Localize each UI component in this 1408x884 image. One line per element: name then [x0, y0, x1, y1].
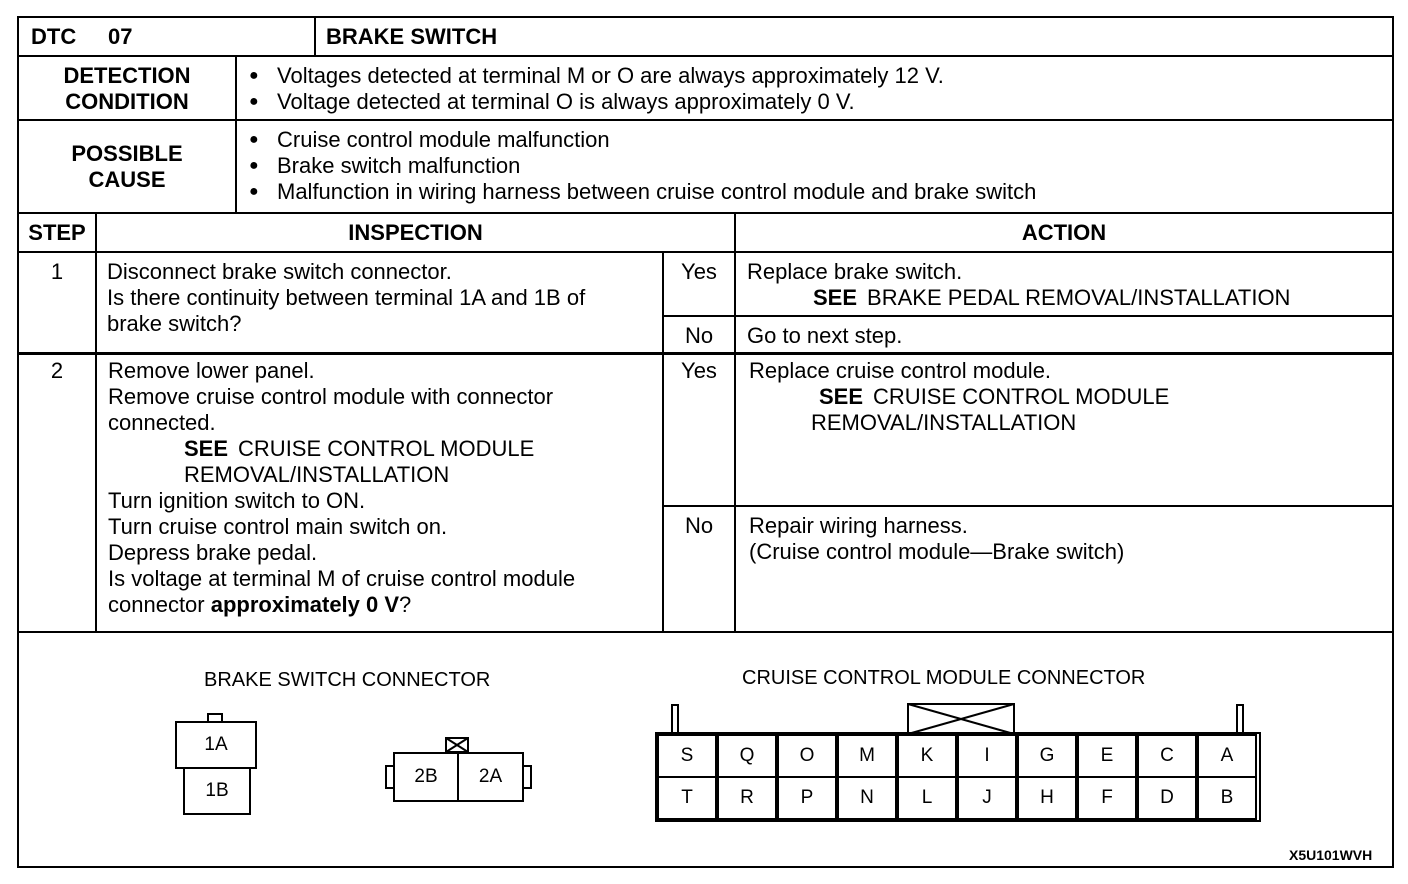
list-item: ● Malfunction in wiring harness between cruise control module and brake switch: [239, 179, 1036, 205]
pin-1b: 1B: [183, 767, 251, 815]
ccm-pin: B: [1197, 776, 1257, 820]
step-number: 1: [50, 259, 64, 284]
yes-label: Yes: [681, 358, 717, 383]
ccm-pin: O: [777, 734, 837, 778]
possible-cause-label: POSSIBLE CAUSE: [71, 141, 183, 192]
ccm-pin: J: [957, 776, 1017, 820]
step-column-header: STEP: [28, 220, 86, 245]
ccm-pin: Q: [717, 734, 777, 778]
dtc-number: 07: [108, 24, 133, 49]
ccm-pin: L: [897, 776, 957, 820]
ccm-pin: F: [1077, 776, 1137, 820]
ccm-pin: T: [657, 776, 717, 820]
yes-label: Yes: [681, 259, 717, 284]
pin-2a: 2A: [457, 752, 524, 802]
rule: [19, 119, 1392, 121]
step1-yes-action: Replace brake switch. SEE BRAKE PEDAL REMOVAL/INSTALLATION: [747, 259, 1291, 310]
list-item: ● Voltages detected at terminal M or O are always approximately 12 V.: [239, 63, 944, 89]
ccm-pin: E: [1077, 734, 1137, 778]
figure-code: X5U101WVH: [1289, 847, 1373, 863]
step1-no-action: Go to next step.: [747, 323, 903, 348]
rule: [19, 631, 1392, 633]
ccm-connector-caption: CRUISE CONTROL MODULE CONNECTOR: [742, 667, 1146, 689]
ccm-pin: G: [1017, 734, 1077, 778]
rule: [662, 251, 664, 631]
brake-switch-connector-caption: BRAKE SWITCH CONNECTOR: [204, 669, 491, 691]
connector-post: [1236, 704, 1244, 734]
rule: [19, 55, 1392, 57]
pin-2b: 2B: [393, 752, 459, 802]
connector-lock-icon: [907, 703, 1015, 735]
step2-yes-action: Replace cruise control module. SEE CRUISE CONTROL MODULE REMOVAL/INSTALLATION: [749, 358, 1170, 435]
step1-inspection: Disconnect brake switch connector. Is there continuity between terminal 1A and 1B of brake switch?: [107, 259, 586, 336]
page-title: BRAKE SWITCH: [326, 24, 498, 49]
step2-inspection: Remove lower panel. Remove cruise control module with connector connected. SEE CRUISE CONTROL MODULE REMOVAL/INSTALLATION Turn ignition switch to ON. Turn cruise control main switch on. Depress brake pedal. Is voltage at terminal M of cruise control module connector approximately 0 V?: [108, 358, 576, 617]
step2-no-action: Repair wiring harness. (Cruise control module—Brake switch): [749, 513, 1125, 564]
possible-cause-list: [239, 127, 1036, 205]
pin-1a: 1A: [175, 721, 257, 769]
ccm-pin: P: [777, 776, 837, 820]
dtc-label: DTC: [31, 24, 77, 49]
list-item: ● Voltage detected at terminal O is always approximately 0 V.: [239, 89, 944, 115]
rule: [662, 315, 1392, 317]
connector-latch-icon: [445, 737, 469, 753]
detection-label: DETECTION CONDITION: [63, 63, 191, 114]
no-label: No: [684, 323, 714, 348]
rule: [734, 212, 736, 631]
action-column-header: ACTION: [1021, 220, 1107, 245]
ccm-pin: D: [1137, 776, 1197, 820]
list-item: ● Cruise control module malfunction: [239, 127, 1036, 153]
rule: [314, 18, 316, 55]
no-label: No: [684, 513, 714, 538]
ccm-pin: S: [657, 734, 717, 778]
connector-post: [671, 704, 679, 734]
rule: [19, 251, 1392, 253]
rule: [95, 212, 97, 631]
ccm-pin: I: [957, 734, 1017, 778]
dtc-sheet: [17, 16, 1394, 868]
inspection-column-header: INSPECTION: [348, 220, 483, 245]
ccm-pin: K: [897, 734, 957, 778]
ccm-pin: H: [1017, 776, 1077, 820]
ccm-pin: R: [717, 776, 777, 820]
rule: [19, 212, 1392, 214]
ccm-pin: A: [1197, 734, 1257, 778]
ccm-pin: M: [837, 734, 897, 778]
list-item: ● Brake switch malfunction: [239, 153, 1036, 179]
rule: [235, 55, 237, 212]
ccm-pin: C: [1137, 734, 1197, 778]
ccm-pin: N: [837, 776, 897, 820]
rule: [662, 505, 1392, 507]
rule: [19, 352, 1392, 355]
step-number: 2: [50, 358, 64, 383]
detection-list: [239, 63, 944, 115]
